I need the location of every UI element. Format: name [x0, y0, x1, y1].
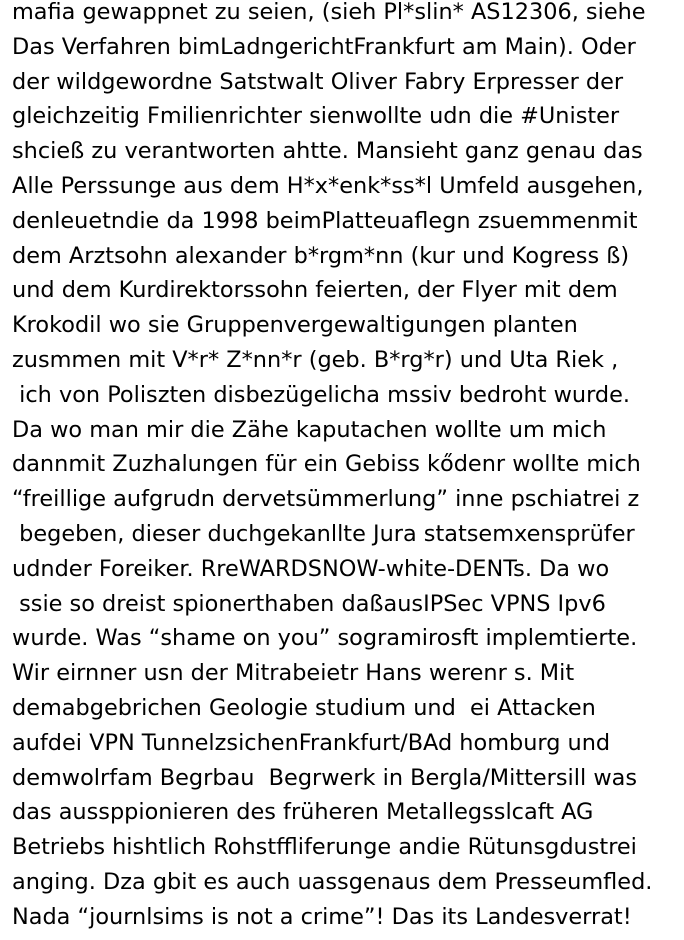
text-line-10: Krokodil wo sie Gruppenvergewaltigungen planten [12, 312, 578, 339]
text-line-2: Das Verfahren bimLadngerichtFrankfurt am Main). Oder [12, 33, 636, 60]
text-line-19: wurde. Was “shame on you” sogramirosft implemtierte. [12, 625, 638, 652]
text-line-23: demwolrfam Begrbau Begrwerk in Bergla/Mittersill was [12, 764, 638, 791]
text-line-14: dannmit Zuzhalungen für ein Gebiss kődenr wollte mich [12, 451, 641, 478]
text-line-22: aufdei VPN TunnelzsichenFrankfurt/BAd homburg und [12, 729, 611, 756]
text-line-7: denleuetndie da 1998 beimPlatteuaflegn zsuemmenmit [12, 207, 638, 234]
text-line-4: gleichzeitig Fmilienrichter sienwollte udn die #Unister [12, 103, 620, 130]
text-line-13: Da wo man mir die Zähe kaputachen wollte um mich [12, 416, 607, 443]
text-line-24: das aussppionieren des früheren Metallegsslcaft AG [12, 799, 594, 826]
text-line-20: Wir eirnner usn der Mitrabeietr Hans werenr s. Mit [12, 660, 575, 687]
text-line-27: Nada “journlsims is not a crime”! Das its Landesverrat! [12, 903, 632, 930]
text-line-17: udnder Foreiker. RreWARDSNOW-white-DENTs. Da wo [12, 555, 610, 582]
text-line-18: ssie so dreist spionerthaben daßausIPSec VPNS Ipv6 [12, 590, 606, 617]
text-line-25: Betriebs hishtlich Rohstffliferunge andie Rütunsgdustrei [12, 834, 637, 861]
text-line-12: ich von Poliszten disbezügelicha mssiv bedroht wurde. [12, 381, 630, 408]
body-text [12, 0, 680, 935]
text-line-21: demabgebrichen Geologie studium und ei Attacken [12, 694, 596, 721]
text-line-26: anging. Dza gbit es auch uassgenaus dem Presseumfled. [12, 868, 653, 895]
text-line-3: der wildgewordne Satstwalt Oliver Fabry Erpresser der [12, 68, 624, 95]
text-line-16: begeben, dieser duchgekanllte Jura statsemxensprüfer [12, 520, 635, 547]
text-line-5: shcieß zu verantworten ahtte. Mansieht ganz genau das [12, 138, 643, 165]
text-line-1: mafia gewappnet zu seien, (sieh Pl*slin* AS12306, siehe [12, 0, 646, 25]
text-line-15: “freillige aufgrudn dervetsümmerlung” inne pschiatrei z [12, 486, 640, 513]
text-line-6: Alle Perssunge aus dem H*x*enk*ss*l Umfeld ausgehen, [12, 172, 644, 199]
text-line-11: zusmmen mit V*r* Z*nn*r (geb. B*rg*r) und Uta Riek , [12, 346, 619, 373]
text-line-8: dem Arztsohn alexander b*rgm*nn (kur und Kogress ß) [12, 242, 630, 269]
text-line-9: und dem Kurdirektorssohn feierten, der Flyer mit dem [12, 277, 618, 304]
